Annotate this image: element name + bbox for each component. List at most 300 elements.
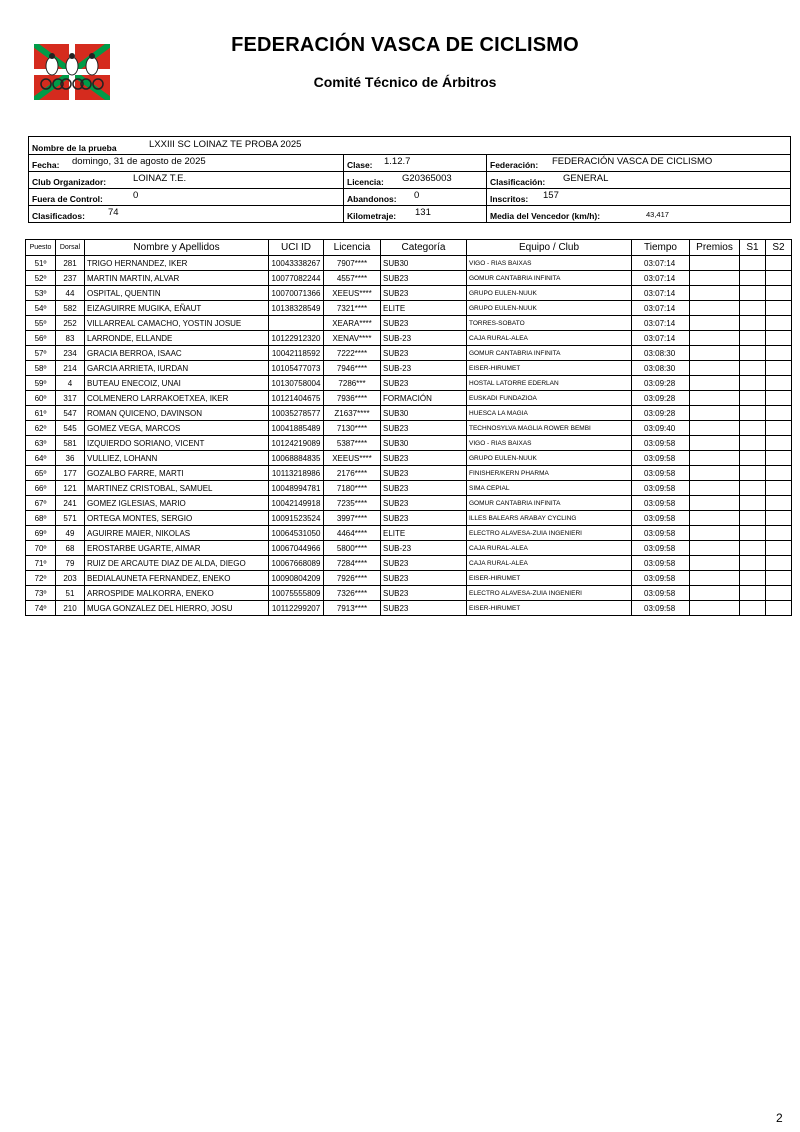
cell-licencia: 7946****	[324, 361, 381, 376]
cell-tiempo: 03:09:58	[632, 451, 690, 466]
cell-puesto: 67º	[26, 496, 56, 511]
cell-puesto: 52º	[26, 271, 56, 286]
cell-dorsal: 49	[56, 526, 85, 541]
cell-licencia: Z1637****	[324, 406, 381, 421]
cell-s2	[766, 331, 792, 346]
table-row	[26, 376, 792, 391]
cell-categoria: SUB-23	[381, 541, 467, 556]
cell-categoria: SUB30	[381, 256, 467, 271]
fuera-value: 0	[133, 190, 139, 201]
cell-s2	[766, 271, 792, 286]
cell-nombre: IZQUIERDO SORIANO, VICENT	[85, 436, 269, 451]
cell-equipo: ELECTRO ALAVESA-ZUIA INGENIERI	[467, 526, 632, 541]
cell-tiempo: 03:09:58	[632, 436, 690, 451]
cell-equipo: GOMUR CANTABRIA INFINITA	[467, 271, 632, 286]
inscritos-value: 157	[543, 190, 559, 201]
cell-s1	[740, 361, 766, 376]
cell-uci-id: 10121404675	[269, 391, 324, 406]
cell-equipo: GRUPO EULEN-NUUK	[467, 286, 632, 301]
col-header-s2: S2	[766, 240, 792, 256]
table-row	[26, 361, 792, 376]
cell-premios	[690, 406, 740, 421]
results-body	[26, 256, 792, 616]
cell-puesto: 57º	[26, 346, 56, 361]
cell-puesto: 72º	[26, 571, 56, 586]
clasificados-value: 74	[108, 207, 119, 218]
cell-premios	[690, 331, 740, 346]
fuera-label: Fuera de Control:	[32, 194, 103, 204]
licencia-cell	[343, 172, 486, 188]
cell-s1	[740, 541, 766, 556]
cell-categoria: SUB-23	[381, 361, 467, 376]
cell-puesto: 73º	[26, 586, 56, 601]
cell-nombre: GARCIA ARRIETA, IURDAN	[85, 361, 269, 376]
cell-s1	[740, 511, 766, 526]
clasificacion-label: Clasificación:	[490, 177, 546, 187]
table-header-row	[26, 240, 792, 256]
cell-premios	[690, 481, 740, 496]
cell-s1	[740, 331, 766, 346]
cell-s1	[740, 451, 766, 466]
cell-premios	[690, 256, 740, 271]
fuera-cell	[29, 189, 343, 205]
cell-tiempo: 03:07:14	[632, 301, 690, 316]
cell-dorsal: 317	[56, 391, 85, 406]
cell-s2	[766, 481, 792, 496]
cell-dorsal: 241	[56, 496, 85, 511]
cell-equipo: ILLES BALEARS ARABAY CYCLING	[467, 511, 632, 526]
cell-dorsal: 68	[56, 541, 85, 556]
cell-uci-id: 10064531050	[269, 526, 324, 541]
cell-s2	[766, 556, 792, 571]
cell-puesto: 71º	[26, 556, 56, 571]
table-row	[26, 391, 792, 406]
cell-nombre: ROMAN QUICENO, DAVINSON	[85, 406, 269, 421]
table-row	[26, 541, 792, 556]
cell-uci-id	[269, 316, 324, 331]
table-row	[26, 511, 792, 526]
cell-puesto: 64º	[26, 451, 56, 466]
cell-nombre: MARTINEZ CRISTOBAL, SAMUEL	[85, 481, 269, 496]
cell-premios	[690, 301, 740, 316]
cell-puesto: 56º	[26, 331, 56, 346]
cell-s1	[740, 481, 766, 496]
federacion-value: FEDERACIÓN VASCA DE CICLISMO	[552, 156, 713, 167]
cell-equipo: TECHNOSYLVA MAGLIA ROWER BEMBI	[467, 421, 632, 436]
cell-puesto: 69º	[26, 526, 56, 541]
cell-premios	[690, 541, 740, 556]
cell-tiempo: 03:09:58	[632, 511, 690, 526]
cell-puesto: 58º	[26, 361, 56, 376]
cell-categoria: SUB23	[381, 346, 467, 361]
cell-categoria: SUB30	[381, 436, 467, 451]
cell-licencia: 7321****	[324, 301, 381, 316]
cell-s1	[740, 556, 766, 571]
cell-dorsal: 582	[56, 301, 85, 316]
cell-categoria: ELITE	[381, 526, 467, 541]
cell-equipo: HUESCA LA MAGIA	[467, 406, 632, 421]
cell-nombre: VULLIEZ, LOHANN	[85, 451, 269, 466]
cell-equipo: ELECTRO ALAVESA-ZUIA INGENIERI	[467, 586, 632, 601]
cell-puesto: 74º	[26, 601, 56, 616]
table-row	[26, 451, 792, 466]
cell-s2	[766, 301, 792, 316]
cell-dorsal: 237	[56, 271, 85, 286]
cell-uci-id: 10070071366	[269, 286, 324, 301]
cell-categoria: SUB30	[381, 406, 467, 421]
nombre-value: LXXIII SC LOINAZ TE PROBA 2025	[149, 139, 302, 150]
table-row	[26, 316, 792, 331]
cell-licencia: 7913****	[324, 601, 381, 616]
cell-s2	[766, 586, 792, 601]
cell-licencia: 7286***	[324, 376, 381, 391]
cell-nombre: EIZAGUIRRE MUGIKA, EÑAUT	[85, 301, 269, 316]
cell-equipo: EISER-HIRUMET	[467, 361, 632, 376]
cell-uci-id: 10041885489	[269, 421, 324, 436]
cell-puesto: 51º	[26, 256, 56, 271]
cell-premios	[690, 436, 740, 451]
cell-s1	[740, 271, 766, 286]
col-header-premios: Premios	[690, 240, 740, 256]
cell-equipo: HOSTAL LATORRE EDERLAN	[467, 376, 632, 391]
cell-nombre: COLMENERO LARRAKOETXEA, IKER	[85, 391, 269, 406]
col-header-licencia: Licencia	[324, 240, 381, 256]
cell-s2	[766, 511, 792, 526]
table-row	[26, 526, 792, 541]
cell-tiempo: 03:09:58	[632, 556, 690, 571]
cell-uci-id: 10113218986	[269, 466, 324, 481]
cell-nombre: LARRONDE, ELLANDE	[85, 331, 269, 346]
cell-dorsal: 51	[56, 586, 85, 601]
cell-puesto: 66º	[26, 481, 56, 496]
cell-equipo: EISER-HIRUMET	[467, 571, 632, 586]
cell-tiempo: 03:09:28	[632, 376, 690, 391]
cell-premios	[690, 526, 740, 541]
cell-s2	[766, 436, 792, 451]
cell-s1	[740, 286, 766, 301]
cell-equipo: VIGO - RIAS BAIXAS	[467, 256, 632, 271]
cell-s1	[740, 571, 766, 586]
cell-nombre: GRACIA BERROA, ISAAC	[85, 346, 269, 361]
cell-uci-id: 10122912320	[269, 331, 324, 346]
club-value: LOINAZ T.E.	[133, 173, 187, 184]
cell-licencia: 5800****	[324, 541, 381, 556]
fecha-cell	[29, 155, 343, 171]
cell-s1	[740, 466, 766, 481]
cell-tiempo: 03:07:14	[632, 286, 690, 301]
cell-uci-id: 10077082244	[269, 271, 324, 286]
cell-s1	[740, 586, 766, 601]
cell-categoria: SUB23	[381, 451, 467, 466]
col-header-s1: S1	[740, 240, 766, 256]
table-row	[26, 286, 792, 301]
cell-nombre: EROSTARBE UGARTE, AIMAR	[85, 541, 269, 556]
page-title: FEDERACIÓN VASCA DE CICLISMO	[231, 34, 579, 56]
abandonos-cell	[343, 189, 486, 205]
fecha-label: Fecha:	[32, 160, 60, 170]
club-label: Club Organizador:	[32, 177, 107, 187]
cell-s2	[766, 526, 792, 541]
cell-categoria: SUB23	[381, 316, 467, 331]
inscritos-cell	[486, 189, 790, 205]
cell-licencia: 7180****	[324, 481, 381, 496]
cell-equipo: TORRES-SOBATO	[467, 316, 632, 331]
clasificacion-value: GENERAL	[563, 173, 609, 184]
cell-premios	[690, 571, 740, 586]
cell-nombre: TRIGO HERNANDEZ, IKER	[85, 256, 269, 271]
cell-tiempo: 03:09:28	[632, 391, 690, 406]
cell-s2	[766, 361, 792, 376]
cell-categoria: SUB23	[381, 496, 467, 511]
cell-s2	[766, 541, 792, 556]
cell-nombre: OSPITAL, QUENTIN	[85, 286, 269, 301]
cell-premios	[690, 361, 740, 376]
cell-s2	[766, 316, 792, 331]
cell-equipo: SIMA CEPIAL	[467, 481, 632, 496]
col-header-dorsal: Dorsal	[56, 240, 85, 256]
cell-uci-id: 10090804209	[269, 571, 324, 586]
cell-licencia: 7235****	[324, 496, 381, 511]
cell-puesto: 54º	[26, 301, 56, 316]
cell-equipo: CAJA RURAL-ALEA	[467, 541, 632, 556]
cell-categoria: SUB23	[381, 511, 467, 526]
results-table	[25, 239, 792, 616]
cell-categoria: SUB23	[381, 601, 467, 616]
media-cell	[486, 206, 790, 222]
cell-premios	[690, 286, 740, 301]
cell-s2	[766, 496, 792, 511]
km-value: 131	[415, 207, 431, 218]
cell-s2	[766, 571, 792, 586]
abandonos-label: Abandonos:	[347, 194, 397, 204]
cell-puesto: 53º	[26, 286, 56, 301]
info-row-fecha	[29, 154, 790, 171]
cell-categoria: SUB23	[381, 481, 467, 496]
table-row	[26, 496, 792, 511]
cell-s1	[740, 301, 766, 316]
cell-puesto: 62º	[26, 421, 56, 436]
clase-value: 1.12.7	[384, 156, 411, 167]
cell-categoria: SUB23	[381, 286, 467, 301]
cell-uci-id: 10042118592	[269, 346, 324, 361]
cell-licencia: 7907****	[324, 256, 381, 271]
cell-nombre: GOZALBO FARRE, MARTI	[85, 466, 269, 481]
cell-dorsal: 214	[56, 361, 85, 376]
cell-s1	[740, 526, 766, 541]
cell-categoria: SUB23	[381, 571, 467, 586]
cell-equipo: GRUPO EULEN-NUUK	[467, 301, 632, 316]
cell-uci-id: 10035278577	[269, 406, 324, 421]
km-label: Kilometraje:	[347, 211, 397, 221]
cell-s2	[766, 256, 792, 271]
cell-licencia: 7130****	[324, 421, 381, 436]
cell-premios	[690, 316, 740, 331]
cell-equipo: CAJA RURAL-ALEA	[467, 331, 632, 346]
cell-s1	[740, 406, 766, 421]
cell-premios	[690, 511, 740, 526]
cell-premios	[690, 496, 740, 511]
cell-s2	[766, 376, 792, 391]
inscritos-label: Inscritos:	[490, 194, 529, 204]
cell-nombre: MARTIN MARTIN, ALVAR	[85, 271, 269, 286]
clase-cell	[343, 155, 486, 171]
cell-uci-id: 10043338267	[269, 256, 324, 271]
col-header-puesto: Puesto	[26, 240, 56, 256]
cell-uci-id: 10091523524	[269, 511, 324, 526]
fecha-value: domingo, 31 de agosto de 2025	[72, 156, 206, 167]
cell-equipo: GOMUR CANTABRIA INFINITA	[467, 496, 632, 511]
cell-tiempo: 03:09:58	[632, 586, 690, 601]
cell-dorsal: 571	[56, 511, 85, 526]
cell-s2	[766, 601, 792, 616]
ikurrina-cyclists-logo-icon	[34, 44, 110, 100]
cell-equipo: FINISHER/KERN PHARMA	[467, 466, 632, 481]
cell-dorsal: 581	[56, 436, 85, 451]
cell-tiempo: 03:09:58	[632, 496, 690, 511]
cell-s2	[766, 466, 792, 481]
cell-tiempo: 03:07:14	[632, 256, 690, 271]
cell-uci-id: 10067044966	[269, 541, 324, 556]
cell-licencia: 7326****	[324, 586, 381, 601]
km-cell	[343, 206, 486, 222]
cell-dorsal: 547	[56, 406, 85, 421]
cell-tiempo: 03:07:14	[632, 316, 690, 331]
cell-puesto: 65º	[26, 466, 56, 481]
table-row	[26, 466, 792, 481]
cell-licencia: 7936****	[324, 391, 381, 406]
cell-categoria: SUB-23	[381, 331, 467, 346]
page-number: 2	[776, 1111, 783, 1125]
col-header-tiempo: Tiempo	[632, 240, 690, 256]
cell-uci-id: 10105477073	[269, 361, 324, 376]
cell-puesto: 63º	[26, 436, 56, 451]
cell-premios	[690, 346, 740, 361]
cell-dorsal: 252	[56, 316, 85, 331]
cell-s1	[740, 391, 766, 406]
cell-uci-id: 10112299207	[269, 601, 324, 616]
cell-categoria: SUB23	[381, 421, 467, 436]
info-row-club	[29, 171, 790, 188]
media-value: 43,417	[646, 210, 669, 219]
cell-licencia: 3997****	[324, 511, 381, 526]
cell-dorsal: 36	[56, 451, 85, 466]
cell-premios	[690, 271, 740, 286]
cell-puesto: 59º	[26, 376, 56, 391]
table-row	[26, 406, 792, 421]
cell-premios	[690, 586, 740, 601]
cell-tiempo: 03:09:58	[632, 541, 690, 556]
clasificados-label: Clasificados:	[32, 211, 85, 221]
table-row	[26, 601, 792, 616]
cell-s1	[740, 376, 766, 391]
cell-categoria: ELITE	[381, 301, 467, 316]
cell-premios	[690, 466, 740, 481]
cell-categoria: SUB23	[381, 376, 467, 391]
cell-licencia: XEEUS****	[324, 286, 381, 301]
cell-uci-id: 10067668089	[269, 556, 324, 571]
cell-premios	[690, 601, 740, 616]
cell-uci-id: 10138328549	[269, 301, 324, 316]
info-row-fuera	[29, 188, 790, 205]
cell-s1	[740, 496, 766, 511]
cell-uci-id: 10068884835	[269, 451, 324, 466]
cell-licencia: 4464****	[324, 526, 381, 541]
cell-s1	[740, 346, 766, 361]
cell-dorsal: 4	[56, 376, 85, 391]
cell-licencia: 7926****	[324, 571, 381, 586]
cell-s1	[740, 316, 766, 331]
cell-puesto: 70º	[26, 541, 56, 556]
cell-dorsal: 44	[56, 286, 85, 301]
cell-premios	[690, 421, 740, 436]
cell-s1	[740, 256, 766, 271]
cell-nombre: GOMEZ VEGA, MARCOS	[85, 421, 269, 436]
cell-uci-id: 10130758004	[269, 376, 324, 391]
cell-tiempo: 03:09:58	[632, 466, 690, 481]
cell-nombre: RUIZ DE ARCAUTE DIAZ DE ALDA, DIEGO	[85, 556, 269, 571]
cell-licencia: 5387****	[324, 436, 381, 451]
federation-logo	[34, 44, 110, 100]
table-row	[26, 346, 792, 361]
cell-dorsal: 281	[56, 256, 85, 271]
cell-tiempo: 03:08:30	[632, 361, 690, 376]
cell-nombre: ORTEGA MONTES, SERGIO	[85, 511, 269, 526]
federacion-label: Federación:	[490, 160, 539, 170]
cell-equipo: EUSKADI FUNDAZIOA	[467, 391, 632, 406]
cell-equipo: GOMUR CANTABRIA INFINITA	[467, 346, 632, 361]
cell-premios	[690, 451, 740, 466]
cell-s2	[766, 391, 792, 406]
table-row	[26, 586, 792, 601]
table-row	[26, 271, 792, 286]
cell-puesto: 55º	[26, 316, 56, 331]
cell-dorsal: 203	[56, 571, 85, 586]
cell-equipo: CAJA RURAL-ALEA	[467, 556, 632, 571]
cell-licencia: XENAV****	[324, 331, 381, 346]
cell-nombre: BUTEAU ENECOIZ, UNAI	[85, 376, 269, 391]
cell-dorsal: 210	[56, 601, 85, 616]
cell-nombre: ARROSPIDE MALKORRA, ENEKO	[85, 586, 269, 601]
cell-nombre: MUGA GONZALEZ DEL HIERRO, JOSU	[85, 601, 269, 616]
cell-nombre: BEDIALAUNETA FERNANDEZ, ENEKO	[85, 571, 269, 586]
abandonos-value: 0	[414, 190, 420, 201]
cell-s1	[740, 436, 766, 451]
cell-dorsal: 234	[56, 346, 85, 361]
cell-licencia: 7222****	[324, 346, 381, 361]
cell-s2	[766, 346, 792, 361]
cell-equipo: EISER-HIRUMET	[467, 601, 632, 616]
cell-equipo: VIGO - RIAS BAIXAS	[467, 436, 632, 451]
clasificados-cell	[29, 206, 343, 222]
cell-uci-id: 10124219089	[269, 436, 324, 451]
cell-nombre: GOMEZ IGLESIAS, MARIO	[85, 496, 269, 511]
cell-licencia: XEEUS****	[324, 451, 381, 466]
cell-uci-id: 10075555809	[269, 586, 324, 601]
table-row	[26, 556, 792, 571]
cell-categoria: FORMACIÓN	[381, 391, 467, 406]
cell-tiempo: 03:08:30	[632, 346, 690, 361]
cell-uci-id: 10048994781	[269, 481, 324, 496]
cell-licencia: 2176****	[324, 466, 381, 481]
table-row	[26, 436, 792, 451]
cell-tiempo: 03:09:28	[632, 406, 690, 421]
cell-tiempo: 03:07:14	[632, 271, 690, 286]
cell-nombre: AGUIRRE MAIER, NIKOLAS	[85, 526, 269, 541]
federacion-cell	[486, 155, 790, 171]
cell-dorsal: 177	[56, 466, 85, 481]
clasificacion-cell	[486, 172, 790, 188]
club-cell	[29, 172, 343, 188]
